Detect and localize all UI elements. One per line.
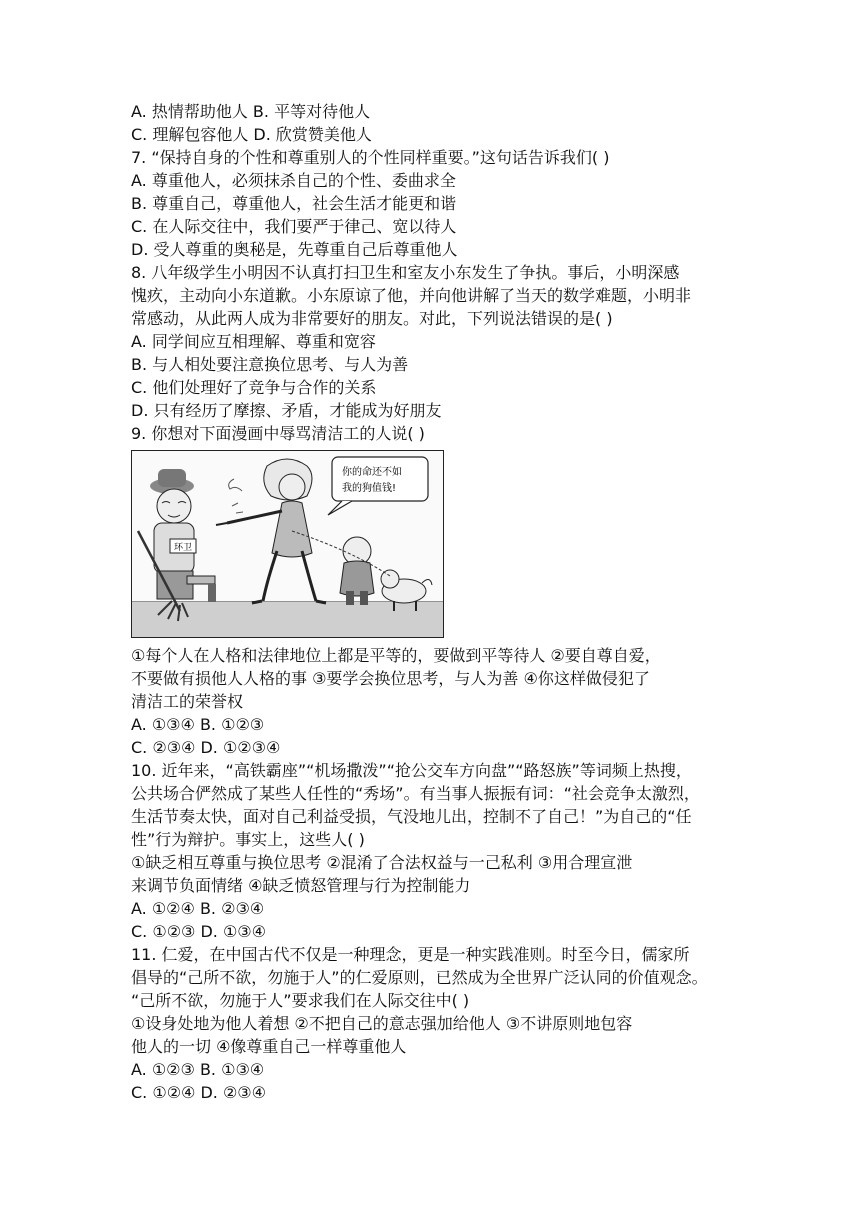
text-line: 清洁工的荣誉权 bbox=[131, 692, 244, 711]
text-line: 不要做有损他人人格的事 ③要学会换位思考，与人为善 ④你这样做侵犯了 bbox=[131, 669, 650, 688]
text-line: D. 受人尊重的奥秘是，先尊重自己后尊重他人 bbox=[131, 240, 458, 259]
text-line: 7. “保持自身的个性和尊重别人的个性同样重要。”这句话告诉我们( ) bbox=[131, 148, 610, 167]
text-line: 10. 近年来，“高铁霸座”“机场撒泼”“抢公交车方向盘”“路怒族”等词频上热搜， bbox=[131, 761, 692, 780]
sign-text: 环卫 bbox=[174, 543, 193, 553]
text-line: B. 尊重自己，尊重他人，社会生活才能更和谐 bbox=[131, 194, 457, 213]
text-line: 公共场合俨然成了某些人任性的“秀场”。有当事人振振有词：“社会竞争太激烈， bbox=[131, 784, 700, 803]
text-line: 常感动，从此两人成为非常要好的朋友。对此，下列说法错误的是( ) bbox=[131, 309, 613, 328]
text-line: 8. 八年级学生小明因不认真打扫卫生和室友小东发生了争执。事后，小明深感 bbox=[131, 263, 680, 282]
document-page bbox=[131, 100, 736, 1104]
text-line: A. 尊重他人，必须抹杀自己的个性、委曲求全 bbox=[131, 171, 456, 190]
text-line: 9. 你想对下面漫画中辱骂清洁工的人说( ) bbox=[131, 424, 425, 443]
text-line: ①每个人在人格和法律地位上都是平等的，要做到平等待人 ②要自尊自爱， bbox=[131, 646, 661, 665]
text-line: 性”行为辩护。事实上，这些人( ) bbox=[131, 830, 365, 849]
text-line: C. 他们处理好了竞争与合作的关系 bbox=[131, 378, 377, 397]
speech-line: 我的狗值钱! bbox=[342, 483, 397, 494]
text-after-cartoon bbox=[131, 644, 736, 1104]
text-line: 倡导的“己所不欲，勿施于人”的仁爱原则，已然成为全世界广泛认同的价值观念。 bbox=[131, 968, 708, 987]
text-line: C. ①②④ D. ②③④ bbox=[131, 1083, 266, 1102]
text-line: C. 理解包容他人 D. 欣赏赞美他人 bbox=[131, 125, 372, 144]
text-line: C. ①②③ D. ①③④ bbox=[131, 922, 266, 941]
text-line: C. ②③④ D. ①②③④ bbox=[131, 738, 281, 757]
text-line: B. 与人相处要注意换位思考、与人为善 bbox=[131, 355, 409, 374]
text-line: 11. 仁爱，在中国古代不仅是一种理念，更是一种实践准则。时至今日，儒家所 bbox=[131, 945, 690, 964]
cartoon-illustration bbox=[132, 451, 443, 637]
child-figure bbox=[340, 537, 374, 605]
text-line: ①设身处地为他人着想 ②不把自己的意志强加给他人 ③不讲原则地包容 bbox=[131, 1014, 633, 1033]
text-line: A. ①②③ B. ①③④ bbox=[131, 1060, 265, 1079]
text-line: 生活节奏太快，面对自己利益受损，气没地儿出，控制不了自己！”为自己的“任 bbox=[131, 807, 692, 826]
text-before-cartoon bbox=[131, 100, 736, 445]
text-line: 来调节负面情绪 ④缺乏愤怒管理与行为控制能力 bbox=[131, 876, 471, 895]
cartoon-image bbox=[131, 450, 444, 638]
text-line: “己所不欲，勿施于人”要求我们在人际交往中( ) bbox=[131, 991, 470, 1010]
text-line: A. ①②④ B. ②③④ bbox=[131, 899, 265, 918]
text-line: A. 同学间应互相理解、尊重和宽容 bbox=[131, 332, 376, 351]
text-line: C. 在人际交往中，我们要严于律己、宽以待人 bbox=[131, 217, 457, 236]
text-line: 愧疚，主动向小东道歉。小东原谅了他，并向他讲解了当天的数学难题，小明非 bbox=[131, 286, 692, 305]
text-line: D. 只有经历了摩擦、矛盾，才能成为好朋友 bbox=[131, 401, 442, 420]
text-line: A. 热情帮助他人 B. 平等对待他人 bbox=[131, 102, 371, 121]
speech-line: 你的命还不如 bbox=[342, 467, 402, 478]
text-line: 他人的一切 ④像尊重自己一样尊重他人 bbox=[131, 1037, 407, 1056]
text-line: A. ①③④ B. ①②③ bbox=[131, 715, 265, 734]
text-line: ①缺乏相互尊重与换位思考 ②混淆了合法权益与一己私利 ③用合理宣泄 bbox=[131, 853, 633, 872]
